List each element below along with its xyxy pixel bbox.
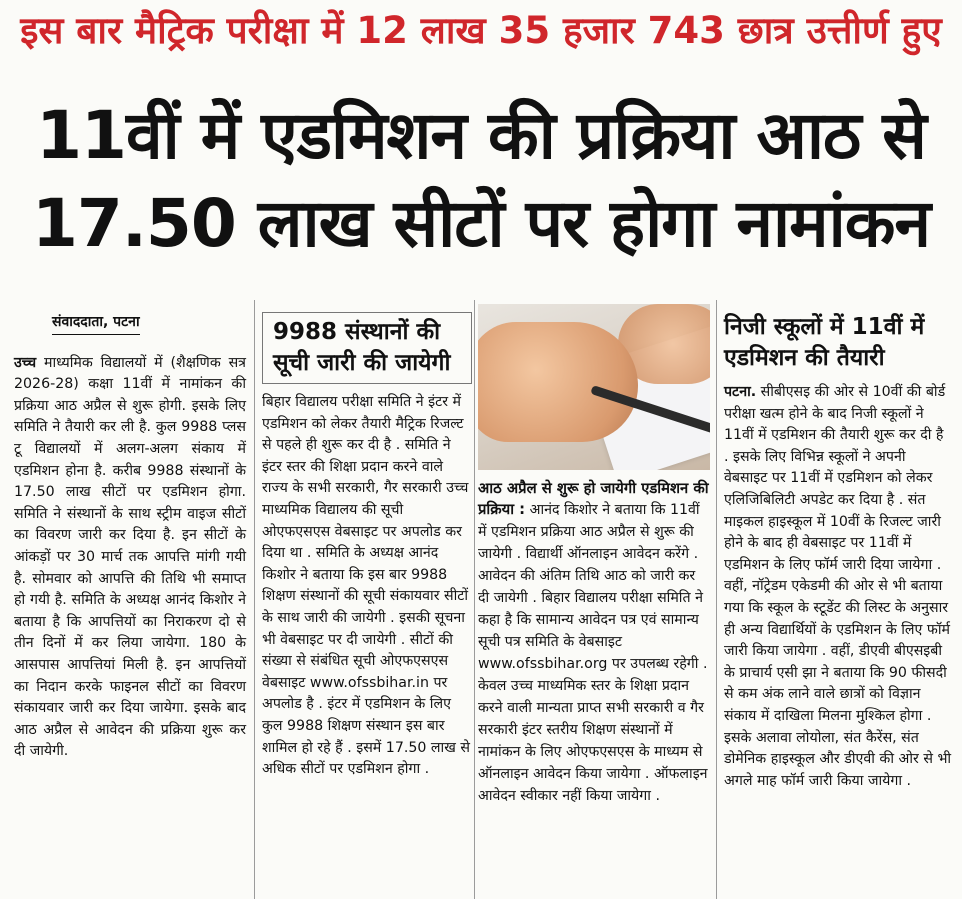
body-text: माध्यमिक विद्यालयों में (शैक्षणिक सत्र 2026-28) कक्षा 11वीं में नामांकन की प्रक्रिया आठ अप्रैल से शुरू होगी. इसके लिए समिति ने तैयारी कर ली है. कुल 9988 प्लस टू विद्यालयों में अलग-अलग संकाय में एडमिशन होना है. करीब 9988 संस्थानों के 17.50 लाख सीटों पर एडमिशन होगा. समिति ने संस्थानों के साथ स्ट्रीम वाइज सीटों का विवरण जारी कर दिया है. इन सीटों के आंकड़ों पर 30 मार्च तक आपत्ति मांगी गयी है. सोमवार को आपत्ति की तिथि भी समाप्त हो गयी है. समिति के अध्यक्ष आनंद किशोर ने बताया है कि आपत्तियों का निराकरण दो से तीन दिनों में कर लिया जायेगा. 180 के आसपास आपत्तियां मिली है. इन आपत्तियों का निदान करके फाइनल सीटों का विवरण संकायवार जारी कर दिया जायेगा. इसके बाद आठ अप्रैल से आवेदन की प्रक्रिया शुरू कर दी जायेगी.	[14, 354, 246, 760]
main-headline-line-2: 17.50 लाख सीटों पर होगा नामांकन	[31, 185, 931, 262]
subheading: 9988 संस्थानों की सूची जारी की जायेगी	[262, 312, 472, 384]
photo-hand-writing-exam	[478, 304, 710, 470]
column-divider	[716, 300, 717, 899]
column-1-body	[14, 353, 246, 763]
intro-subhead: आठ अप्रैल से शुरू हो जायेगी एडमिशन की प्रक्रिया :	[478, 480, 709, 518]
column-2-body: बिहार विद्यालय परीक्षा समिति ने इंटर में एडमिशन को लेकर तैयारी मैट्रिक रिजल्ट से पहले ही शुरू कर दी है . समिति ने इंटर स्तर की शिक्षा प्रदान करने वाले राज्य के सभी सरकारी, गैर सरकारी उच्च माध्यमिक विद्यालय की सूची ओएफएसएस वेबसाइट पर अपलोड कर दिया था . समिति के अध्यक्ष आनंद किशोर ने बताया कि इस बार 9988 शिक्षण संस्थानों की सूची संकायवार सीटों के साथ जारी की जायेगी . इसकी सूचना भी वेबसाइट पर दी जायेगी . सीटों की संख्या से संबंधित सूची ओएफएसएस वेबसाइट www.ofssbihar.in पर अपलोड है . इंटर में एडमिशन के लिए कुल 9988 शिक्षण संस्थान इस बार शामिल हो रहे हैं . इसमें 17.50 लाख से अधिक सीटों पर एडमिशन होगा .	[262, 394, 470, 778]
subheading: निजी स्कूलों में 11वीं में एडमिशन की तैयारी	[724, 314, 925, 371]
lead-word: पटना.	[724, 384, 757, 400]
hand-shape	[478, 322, 638, 442]
column-divider	[254, 300, 255, 899]
column-2	[262, 300, 472, 899]
lead-word: उच्च	[14, 354, 37, 371]
body-text: सीबीएसइ की ओर से 10वीं की बोर्ड परीक्षा खत्म होने के बाद निजी स्कूलों ने 11वीं में एडमिशन की तैयारी शुरू कर दी है . इसके लिए विभिन्न स्कूलों ने अपनी वेबसाइट पर 11वीं में एडमिशन को लेकर एलिजिबिलिटी अपडेट कर दिया है . संत माइकल हाइस्कूल में 10वीं के रिजल्ट जारी होने के बाद ही वेबसाइट पर 11वीं में एडमिशन के लिए फॉर्म जारी दिया जायेगा . वहीं, नॉट्रेडम एकेडमी की ओर से भी बताया गया कि स्कूल के स्टूडेंट की लिस्ट के अनुसार ही अन्य विद्यार्थियों के एडमिशन के लिए फॉर्म जारी किया जायेगा . वहीं, डीएवी बीएसइबी के प्राचार्य एसी झा ने बताया कि 90 फीसदी से कम अंक लाने वाले छात्रों को विज्ञान संकाय में दाखिला मिलना मुश्किल होगा . इसके अलावा लोयोला, संत कैरेंस, संत डोमेनिक हाइस्कूल और डीएवी की ओर से भी अगले माह फॉर्म जारी किया जायेगा .	[724, 384, 952, 789]
column-4	[724, 300, 952, 899]
main-headline-line-1: 11वीं में एडमिशन की प्रक्रिया आठ से	[36, 97, 926, 174]
column-4-body	[724, 382, 952, 792]
column-3-intro	[478, 478, 710, 807]
byline: संवाददाता, पटना	[52, 312, 140, 335]
kicker-headline: इस बार मैट्रिक परीक्षा में 12 लाख 35 हजार 743 छात्र उत्तीर्ण हुए	[20, 9, 942, 52]
column-divider	[474, 300, 475, 899]
column-1	[14, 300, 246, 899]
column-3	[478, 300, 710, 899]
body-text: आनंद किशोर ने बताया कि 11वीं में एडमिशन प्रक्रिया आठ अप्रैल से शुरू की जायेगी . विद्यार्थी ऑनलाइन आवेदन करेंगे . आवेदन की अंतिम तिथि आठ को जारी कर दी जायेगी . बिहार विद्यालय परीक्षा समिति ने कहा है कि सामान्य आवेदन पत्र एवं सामान्य सूची पत्र समिति के वेबसाइट www.ofssbihar.org पर उपलब्ध रहेगी . केवल उच्च माध्यमिक स्तर के शिक्षा प्रदान करने वाली मान्यता प्राप्त सभी सरकारी व गैर सरकारी इंटर स्तरीय शिक्षण संस्थानों में नामांकन के लिए ओएफएसएस के माध्यम से ऑनलाइन आवेदन किया जायेगा . ऑफलाइन आवेदन स्वीकार नहीं किया जायेगा .	[478, 502, 708, 804]
